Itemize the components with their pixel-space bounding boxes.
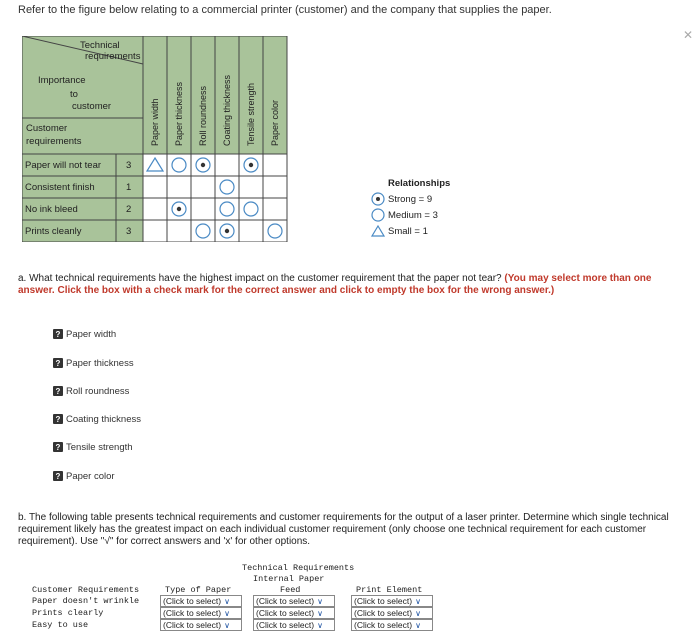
strong-dot-icon [376,197,380,201]
column-header-type-of-paper: Type of Paper [165,585,232,595]
select-easy-print-element[interactable] [351,619,433,631]
option-paper-thickness[interactable] [53,356,134,370]
importance-value: 1 [126,182,132,193]
matrix-cell [143,198,167,220]
medium-symbol-icon [372,209,384,221]
corner-top-2: requirements [85,51,141,62]
chevron-down-icon: ∨ [415,597,421,606]
select-label: (Click to select) [354,620,413,630]
customer-req-label: Paper will not tear [25,160,102,171]
strong-dot-icon [201,163,205,167]
question-mark-icon[interactable]: ? [53,329,63,339]
select-label: (Click to select) [256,620,315,630]
importance-value: 3 [126,226,132,237]
tech-header-label: Coating thickness [222,74,232,146]
question-mark-icon[interactable]: ? [53,414,63,424]
matrix-cell [215,154,239,176]
matrix-cell [191,176,215,198]
question-a-instruction: (You may select more than one answer. Click the box with a check mark for the correct answer and click to empty the box for the wrong answer.) [18,273,652,296]
chevron-down-icon: ∨ [317,597,323,606]
select-wrinkle-paper-feed[interactable] [253,595,335,607]
column-header-feed: Feed [280,585,301,595]
question-b-text: b. The following table presents technical requirements and customer requirements for the output of a laser printer. Determine which single technical requirement likely has the greatest impact on each individual customer requirement (only choose one technical requirement for each customer requirement). Use "√" for correct answers and 'x' for other options. [18,512,669,547]
select-label: (Click to select) [354,596,413,606]
question-a [18,273,686,297]
strong-dot-icon [249,163,253,167]
medium-symbol-icon [268,224,282,238]
medium-symbol-icon [220,180,234,194]
row-label-easy-to-use: Easy to use [32,620,89,630]
importance-value: 3 [126,160,132,171]
relationships-legend [368,176,478,246]
column-header-internal-paper: Internal Paper [253,574,325,584]
tech-header-label: Paper thickness [174,81,184,146]
select-clearly-print-element[interactable] [351,607,433,619]
option-tensile-strength[interactable] [53,440,133,454]
question-mark-icon[interactable]: ? [53,471,63,481]
qfd-matrix [22,36,290,242]
select-easy-paper-feed[interactable] [253,619,335,631]
question-mark-icon[interactable]: ? [53,386,63,396]
row-label-prints-clearly: Prints clearly [32,608,104,618]
matrix-cell [239,220,263,242]
legend-small [372,226,428,237]
intro-text: Refer to the figure below relating to a commercial printer (customer) and the company that supplies the paper. [18,4,552,16]
legend-medium-label: Medium = 3 [388,210,438,221]
corner-mid-2: to [70,89,78,100]
matrix-cell [143,220,167,242]
chevron-down-icon: ∨ [317,621,323,630]
customer-req-label: No ink bleed [25,204,78,215]
medium-symbol-icon [172,158,186,172]
option-label: Tensile strength [66,441,133,453]
select-label: (Click to select) [163,620,222,630]
legend-title: Relationships [388,178,451,189]
table-header-customer: Customer Requirements [32,585,140,595]
chevron-down-icon: ∨ [317,609,323,618]
chevron-down-icon: ∨ [224,621,230,630]
chevron-down-icon: ∨ [415,609,421,618]
medium-symbol-icon [244,202,258,216]
option-roll-roundness[interactable] [53,384,129,398]
row-label-wrinkle: Paper doesn't wrinkle [32,596,140,606]
corner-top-1: Technical [80,40,120,51]
tech-header-label: Tensile strength [246,82,256,146]
medium-symbol-icon [220,202,234,216]
question-mark-icon[interactable]: ? [53,358,63,368]
matrix-cell [167,176,191,198]
table-header-technical: Technical Requirements [242,563,355,573]
option-label: Paper width [66,328,117,340]
customer-req-label: Prints cleanly [25,226,82,237]
select-label: (Click to select) [163,608,222,618]
corner-mid-1: Importance [38,75,86,86]
importance-value: 2 [126,204,132,215]
matrix-cell [191,198,215,220]
select-easy-type-of-paper[interactable] [160,619,242,631]
question-mark-icon[interactable]: ? [53,442,63,452]
corner-mid-3: customer [72,101,112,112]
chevron-down-icon: ∨ [224,597,230,606]
small-symbol-icon [372,226,384,236]
legend-small-label: Small = 1 [388,226,428,237]
tech-header-label: Roll roundness [198,85,208,146]
select-label: (Click to select) [256,596,315,606]
matrix-cell [263,198,287,220]
select-label: (Click to select) [354,608,413,618]
select-wrinkle-print-element[interactable] [351,595,433,607]
chevron-down-icon: ∨ [224,609,230,618]
strong-dot-icon [225,229,229,233]
column-header-print-element: Print Element [356,585,423,595]
corner-bottom-1: Customer [26,123,68,134]
matrix-cell [263,154,287,176]
customer-req-label: Consistent finish [25,182,95,193]
option-label: Roll roundness [66,385,130,397]
select-clearly-type-of-paper[interactable] [160,607,242,619]
matrix-cell [263,176,287,198]
select-label: (Click to select) [163,596,222,606]
matrix-cell [167,220,191,242]
option-paper-width[interactable] [53,327,116,341]
tech-header-label: Paper width [150,98,160,146]
chevron-down-icon: ∨ [415,621,421,630]
strong-dot-icon [177,207,181,211]
option-coating-thickness[interactable] [53,412,141,426]
option-label: Coating thickness [66,413,141,425]
matrix-cell [143,176,167,198]
select-wrinkle-type-of-paper[interactable] [160,595,242,607]
corner-bottom-2: requirements [26,136,82,147]
question-a-text: a. What technical requirements have the highest impact on the customer requirement that the paper not tear? [18,273,502,284]
medium-symbol-icon [196,224,210,238]
legend-strong [372,193,432,205]
option-paper-color[interactable] [53,469,115,483]
select-label: (Click to select) [256,608,315,618]
close-icon[interactable]: ✕ [683,28,694,42]
legend-strong-label: Strong = 9 [388,194,433,205]
select-clearly-paper-feed[interactable] [253,607,335,619]
option-label: Paper color [66,470,115,482]
legend-medium [372,209,438,221]
matrix-cell [239,176,263,198]
option-label: Paper thickness [66,357,134,369]
tech-header-label: Paper color [270,99,280,146]
